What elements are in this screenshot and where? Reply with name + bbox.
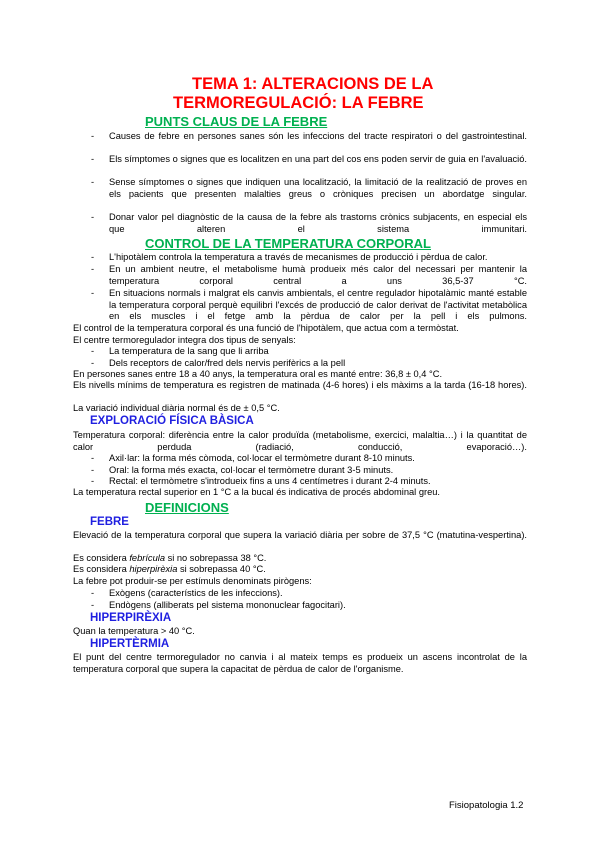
punts-claus-item-4: Donar valor pel diagnòstic de la causa de la febre als trastorns crònics subjacents, en especial els que alteren el sistema immunitari. — [109, 212, 527, 234]
signal-item-1: La temperatura de la sang que li arriba — [109, 346, 269, 356]
pirogen-item-2: Endògens (alliberats pel sistema mononuclear fagocitari). — [109, 600, 346, 610]
term-febricula: febrícula — [129, 553, 165, 563]
heading-hiperpirexia: HIPERPIRÈXIA — [90, 612, 172, 624]
heading-exploracio: EXPLORACIÓ FÍSICA BÀSICA — [90, 415, 254, 427]
control-item-1: L'hipotàlem controla la temperatura a través de mecanismes de producció i pèrdua de calor. — [109, 252, 488, 262]
term-hiperpirexia: hiperpirèxia — [129, 564, 178, 574]
bullet-dash: - — [91, 600, 95, 610]
heading-punts-claus: PUNTS CLAUS DE LA FEBRE — [145, 114, 328, 129]
exploracio-item-1: Axil·lar: la forma més còmoda, col·locar el termòmetre durant 8-10 minuts. — [109, 453, 415, 463]
bullet-dash: - — [91, 465, 95, 475]
control-paragraph-2: El centre termoregulador integra dos tipus de senyals: — [73, 335, 296, 345]
bullet-dash: - — [91, 177, 95, 187]
exploracio-item-2: Oral: la forma més exacta, col·locar el termòmetre durant 3-5 minuts. — [109, 465, 394, 475]
control-paragraph-3: En persones sanes entre 18 a 40 anys, la temperatura oral es manté entre: 36,8 ± 0,4 °C. — [73, 369, 443, 379]
punts-claus-item-3: Sense símptomes o signes que indiquen una localització, la limitació de la realització de proves en els pacients que presenten malalties greus o cròniques precisen un abordatge singular. — [109, 177, 527, 199]
heading-hipertermia: HIPERTÈRMIA — [90, 638, 170, 650]
bullet-dash: - — [91, 288, 95, 298]
bullet-dash: - — [91, 154, 95, 164]
pirogen-item-1: Exògens (característics de les infeccions). — [109, 588, 283, 598]
bullet-dash: - — [91, 252, 95, 262]
control-paragraph-1: El control de la temperatura corporal és una funció de l'hipotàlem, que actua com a termòstat. — [73, 323, 459, 333]
bullet-dash: - — [91, 212, 95, 222]
exploracio-paragraph-1: Temperatura corporal: diferència entre la calor produïda (metabolisme, exercici, malaltia…) i la quantitat de calor perduda (radiació, conducció, evaporació…). — [73, 430, 527, 452]
heading-definicions: DEFINICIONS — [145, 500, 229, 515]
exploracio-paragraph-2: La temperatura rectal superior en 1 °C a la bucal és indicativa de procés abdominal greu. — [73, 487, 441, 497]
signal-item-2: Dels receptors de calor/fred dels nervis perifèrics a la pell — [109, 358, 346, 368]
febre-paragraph-1: Elevació de la temperatura corporal que supera la variació diària per sobre de 37,5 °C (matutina-vespertina). — [73, 530, 527, 540]
control-item-3: En situacions normals i malgrat els canvis ambientals, el centre regulador hipotalàmic manté estable la temperatura corporal perquè equilibri l'excés de producció de calor derivat de l'activitat metabòlica en els muscles i el fetge amb la pèrdua de calor per la pell i els pulmons. — [109, 288, 527, 321]
control-paragraph-5: La variació individual diària normal és de ± 0,5 °C. — [73, 403, 280, 413]
febre-paragraph-4: La febre pot produir-se per estímuls denominats pirògens: — [73, 576, 312, 586]
punts-claus-item-2: Els símptomes o signes que es localitzen en una part del cos ens poden servir de guia en l'avaluació. — [109, 154, 527, 164]
bullet-dash: - — [91, 476, 95, 486]
heading-febre: FEBRE — [90, 516, 129, 528]
punts-claus-item-1: Causes de febre en persones sanes són les infeccions del tracte respiratori o del gastrointestinal. — [109, 131, 527, 141]
bullet-dash: - — [91, 264, 95, 274]
bullet-dash: - — [91, 346, 95, 356]
title-line-2: TERMOREGULACIÓ: LA FEBRE — [173, 94, 424, 112]
hiperpirexia-paragraph: Quan la temperatura > 40 °C. — [73, 626, 195, 636]
bullet-dash: - — [91, 588, 95, 598]
heading-control: CONTROL DE LA TEMPERATURA CORPORAL — [145, 236, 431, 251]
bullet-dash: - — [91, 453, 95, 463]
exploracio-item-3: Rectal: el termòmetre s'introdueix fins a uns 4 centímetres i durant 2-4 minuts. — [109, 476, 431, 486]
febre-paragraph-2: Es considera febrícula si no sobrepassa 38 °C. — [73, 553, 267, 563]
page-footer: Fisiopatologia 1.2 — [449, 800, 524, 811]
hipertermia-paragraph: El punt del centre termoregulador no canvia i al mateix temps es produeix un ascens incontrolat de la temperatura corporal que supera la capacitat de pèrdua de calor de l'organisme. — [73, 652, 527, 674]
control-item-2: En un ambient neutre, el metabolisme humà produeix més calor del necessari per mantenir la temperatura corporal central a uns 36,5-37 °C. — [109, 264, 527, 286]
febre-paragraph-3: Es considera hiperpirèxia si sobrepassa 40 °C. — [73, 564, 266, 574]
bullet-dash: - — [91, 131, 95, 141]
control-paragraph-4: Els nivells mínims de temperatura es registren de matinada (4-6 hores) i els màxims a la tarda (16-18 hores). — [73, 380, 527, 390]
bullet-dash: - — [91, 358, 95, 368]
title-line-1: TEMA 1: ALTERACIONS DE LA — [192, 75, 434, 93]
